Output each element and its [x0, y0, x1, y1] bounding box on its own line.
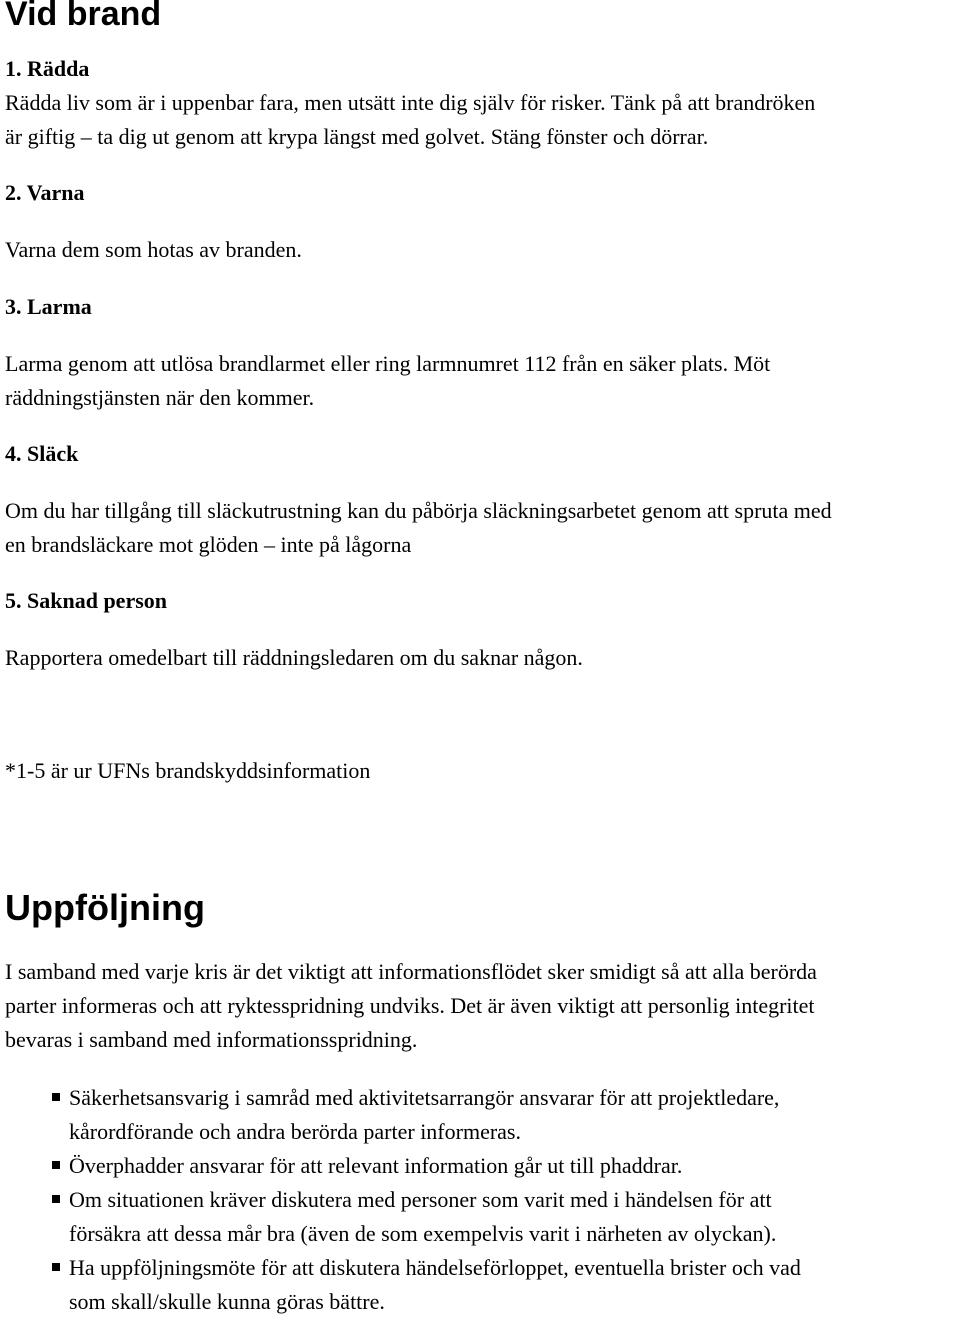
fire-heading: Vid brand [5, 0, 162, 33]
text-line: Överphadder ansvarar för att relevant information går ut till phaddrar. [69, 1153, 683, 1178]
text-line: Ha uppföljningsmöte för att diskutera händelseförloppet, eventuella brister och vad [69, 1255, 801, 1280]
text-line: är giftig – ta dig ut genom att krypa längst med golvet. Stäng fönster och dörrar. [5, 124, 709, 149]
text-line: Om situationen kräver diskutera med personer som varit med i händelsen för att [69, 1187, 772, 1212]
square-bullet-icon [52, 1161, 60, 1169]
followup-bullet-list [52, 1081, 952, 1319]
source-footnote [5, 754, 960, 788]
list-item [52, 1251, 952, 1319]
step-1-title: 1. Rädda [5, 56, 90, 81]
list-item [52, 1183, 952, 1251]
text-line: Varna dem som hotas av branden. [5, 237, 302, 262]
text-line: Rapportera omedelbart till räddningsledaren om du saknar någon. [5, 645, 583, 670]
text-line: parter informeras och att ryktesspridning undviks. Det är även viktigt att personlig integritet [5, 993, 815, 1018]
step-3-title: 3. Larma [5, 294, 92, 319]
text-line: räddningstjänsten när den kommer. [5, 385, 315, 410]
list-item [52, 1081, 952, 1149]
text-line: Om du har tillgång till släckutrustning kan du påbörja släckningsarbetet genom att spruta med [5, 498, 832, 523]
square-bullet-icon [52, 1195, 60, 1203]
text-line: *1-5 är ur UFNs brandskyddsinformation [5, 758, 371, 783]
step-5-title: 5. Saknad person [5, 588, 168, 613]
text-line: bevaras i samband med informationsspridning. [5, 1027, 418, 1052]
square-bullet-icon [52, 1093, 60, 1101]
step-1-text [5, 86, 960, 154]
step-4-text [5, 494, 960, 562]
step-2-title: 2. Varna [5, 180, 85, 205]
list-item [52, 1149, 952, 1183]
step-3-text [5, 347, 960, 415]
step-2-text [5, 233, 960, 267]
square-bullet-icon [52, 1263, 60, 1271]
text-line: som skall/skulle kunna göras bättre. [69, 1289, 385, 1314]
text-line: I samband med varje kris är det viktigt att informationsflödet sker smidigt så att alla berörda [5, 959, 817, 984]
text-line: en brandsläckare mot glöden – inte på lågorna [5, 532, 412, 557]
step-4-title: 4. Släck [5, 441, 79, 466]
text-line: Rädda liv som är i uppenbar fara, men utsätt inte dig själv för risker. Tänk på att brandröken [5, 90, 816, 115]
text-line: försäkra att dessa mår bra (även de som exempelvis varit i närheten av olyckan). [69, 1221, 777, 1246]
text-line: kårordförande och andra berörda parter informeras. [69, 1119, 521, 1144]
followup-intro [5, 955, 960, 1057]
followup-heading: Uppföljning [5, 887, 205, 928]
step-5-text [5, 641, 960, 675]
text-line: Säkerhetsansvarig i samråd med aktivitetsarrangör ansvarar för att projektledare, [69, 1085, 780, 1110]
text-line: Larma genom att utlösa brandlarmet eller ring larmnumret 112 från en säker plats. Möt [5, 351, 771, 376]
